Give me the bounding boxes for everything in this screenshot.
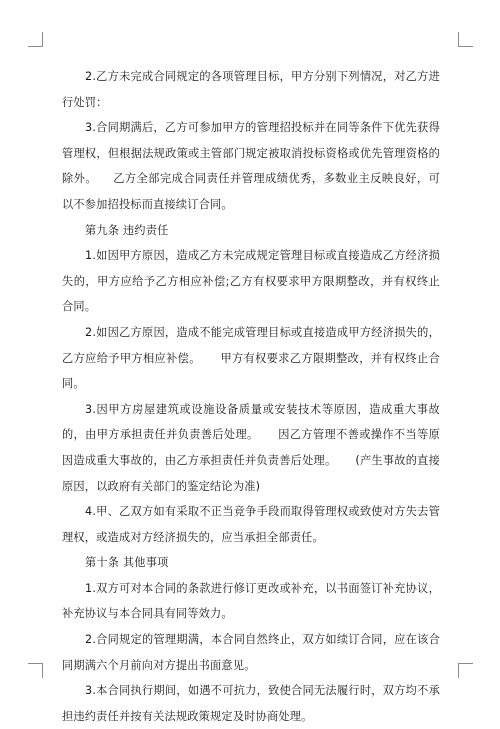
crop-mark-top-left xyxy=(28,32,43,47)
crop-mark-top-right xyxy=(458,32,473,47)
paragraph-clause-9-4: 4.甲、乙双方如有采取不正当竞争手段而取得管理权或致使对方失去管理权，或造成对方经济损失的，应当承担全部责任。 xyxy=(62,505,440,544)
paragraph-clause-9-3: 3.因甲方房屋建筑或设施设备质量或安装技术等原因，造成重大事故的，由甲方承担责任并负责善后处理。 因乙方管理不善或操作不当等原因造成重大事故的，由乙方承担责任并负责善后处理。 (产生事故的直接原因，以政府有关部门的鉴定结论为准) xyxy=(62,402,440,493)
crop-mark-bottom-left xyxy=(28,663,43,678)
paragraph-clause-9-2: 2.如因乙方原因，造成不能完成管理目标或直接造成甲方经济损失的，乙方应给予甲方相应补偿。 甲方有权要求乙方限期整改，并有权终止合同。 xyxy=(62,325,440,391)
crop-mark-bottom-right xyxy=(458,663,473,678)
paragraph-clause-10-3: 3.本合同执行期间，如遇不可抗力，致使合同无法履行时，双方均不承担违约责任并按有关法规政策规定及时协商处理。 xyxy=(62,684,440,723)
paragraph-clause-10-1: 1.双方可对本合同的条款进行修订更改或补充，以书面签订补充协议，补充协议与本合同具有同等效力。 xyxy=(62,581,440,621)
section-heading-article-9: 第九条 违约责任 xyxy=(85,223,169,237)
document-body xyxy=(62,64,440,729)
paragraph-clause-10-2: 2.合同规定的管理期满，本合同自然终止，双方如续订合同，应在该合同期满六个月前向对方提出书面意见。 xyxy=(62,633,440,672)
paragraph-clause-9-1: 1.如因甲方原因，造成乙方未完成规定管理目标或直接造成乙方经济损失的，甲方应给予乙方相应补偿;乙方有权要求甲方限期整改，并有权终止合同。 xyxy=(62,249,440,314)
section-heading-article-10: 第十条 其他事项 xyxy=(85,556,169,570)
paragraph-clause-8-2: 2.乙方未完成合同规定的各项管理目标，甲方分别下列情况，对乙方进行处罚： xyxy=(62,70,440,109)
paragraph-clause-8-3: 3.合同期满后，乙方可参加甲方的管理招投标并在同等条件下优先获得管理权，但根据法规政策或主管部门规定被取消投标资格或优先管理资格的除外。 乙方全部完成合同责任并管理成绩优秀，多数业主反映良好，可以不参加招投标而直接续订合同。 xyxy=(62,121,440,211)
